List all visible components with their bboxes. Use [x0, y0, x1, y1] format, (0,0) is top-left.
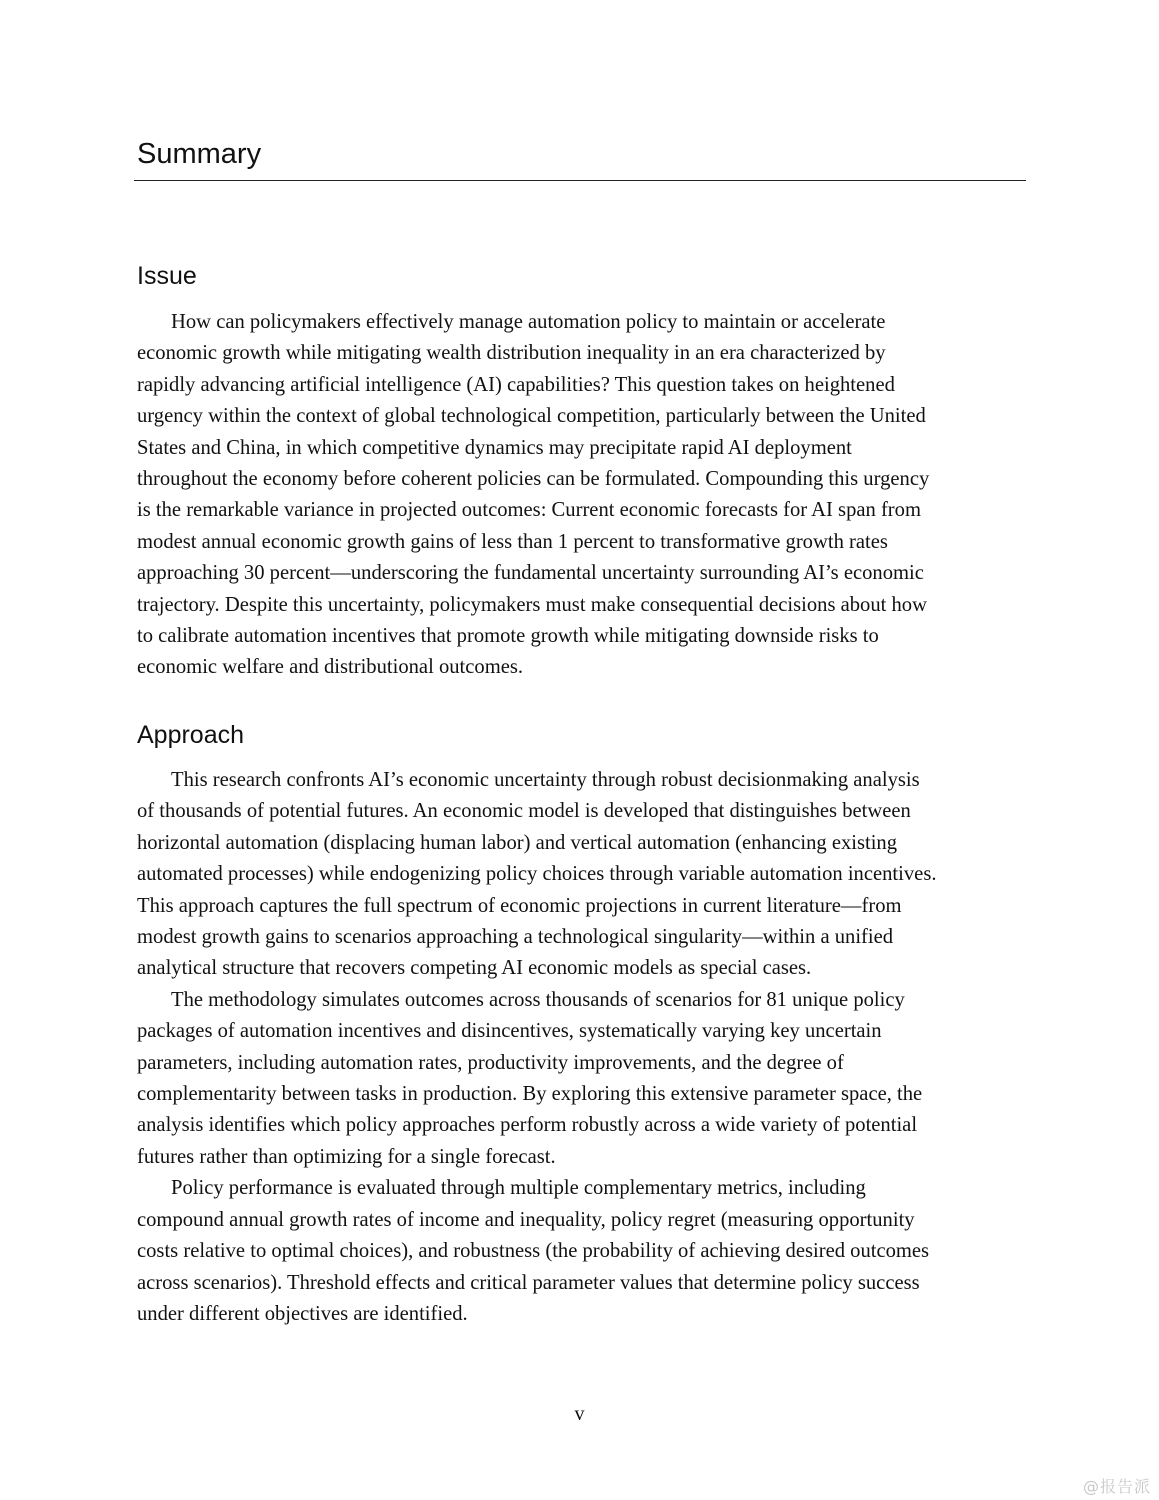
chapter-title: Summary: [137, 138, 262, 170]
text-line: of thousands of potential futures. An economic model is developed that distinguishes between: [137, 800, 911, 823]
text-line: States and China, in which competitive dynamics may precipitate rapid AI deployment: [137, 436, 852, 459]
text-line: analytical structure that recovers competing AI economic models as special cases.: [137, 957, 812, 980]
text-line: rapidly advancing artificial intelligence (AI) capabilities? This question takes on heightened: [137, 373, 895, 396]
text-line: automated processes) while endogenizing policy choices through variable automation incentives.: [137, 863, 937, 886]
text-line: parameters, including automation rates, productivity improvements, and the degree of: [137, 1051, 844, 1074]
text-line: economic growth while mitigating wealth distribution inequality in an era characterized by: [137, 342, 886, 365]
text-line: approaching 30 percent—underscoring the fundamental uncertainty surrounding AI’s economic: [137, 562, 924, 585]
text-line: modest growth gains to scenarios approaching a technological singularity—within a unified: [137, 926, 894, 949]
paragraph: [137, 307, 1027, 684]
text-line: urgency within the context of global technological competition, particularly between the United: [137, 405, 926, 428]
text-line: is the remarkable variance in projected outcomes: Current economic forecasts for AI span from: [137, 499, 921, 522]
section-heading-issue: Issue: [137, 262, 197, 290]
page-number: v: [574, 1403, 585, 1425]
section-body-approach: [137, 765, 1027, 1330]
text-line: to calibrate automation incentives that promote growth while mitigating downside risks to: [137, 625, 879, 648]
text-line: economic welfare and distributional outcomes.: [137, 656, 524, 679]
watermark: @报告派: [1082, 1477, 1151, 1496]
section-heading-approach: Approach: [137, 721, 245, 749]
text-line: under different objectives are identified.: [137, 1302, 468, 1325]
section-body-issue: [137, 307, 1027, 684]
text-line: packages of automation incentives and disincentives, systematically varying key uncertain: [137, 1020, 882, 1043]
text-line: Policy performance is evaluated through multiple complementary metrics, including: [171, 1177, 866, 1200]
text-line: compound annual growth rates of income and inequality, policy regret (measuring opportunity: [137, 1208, 915, 1231]
text-line: The methodology simulates outcomes across thousands of scenarios for 81 unique policy: [171, 988, 905, 1011]
text-line: across scenarios). Threshold effects and critical parameter values that determine policy success: [137, 1271, 920, 1294]
text-line: analysis identifies which policy approaches perform robustly across a wide variety of potential: [137, 1114, 918, 1137]
paragraph: [137, 1173, 1027, 1330]
text-line: horizontal automation (displacing human labor) and vertical automation (enhancing existing: [137, 831, 898, 854]
paragraph: [137, 765, 1027, 985]
paragraph: [137, 985, 1027, 1173]
text-line: throughout the economy before coherent policies can be formulated. Compounding this urgency: [137, 468, 930, 491]
text-line: How can policymakers effectively manage automation policy to maintain or accelerate: [171, 311, 886, 333]
text-line: costs relative to optimal choices), and robustness (the probability of achieving desired outcomes: [137, 1240, 930, 1263]
text-line: futures rather than optimizing for a single forecast.: [137, 1145, 556, 1168]
text-line: complementarity between tasks in production. By exploring this extensive parameter space, the: [137, 1083, 923, 1106]
text-line: This approach captures the full spectrum of economic projections in current literature—from: [137, 894, 902, 917]
text-line: trajectory. Despite this uncertainty, policymakers must make consequential decisions about how: [137, 593, 927, 616]
text-line: This research confronts AI’s economic uncertainty through robust decisionmaking analysis: [171, 769, 920, 791]
text-line: modest annual economic growth gains of less than 1 percent to transformative growth rates: [137, 530, 888, 553]
title-divider: [134, 180, 1026, 181]
